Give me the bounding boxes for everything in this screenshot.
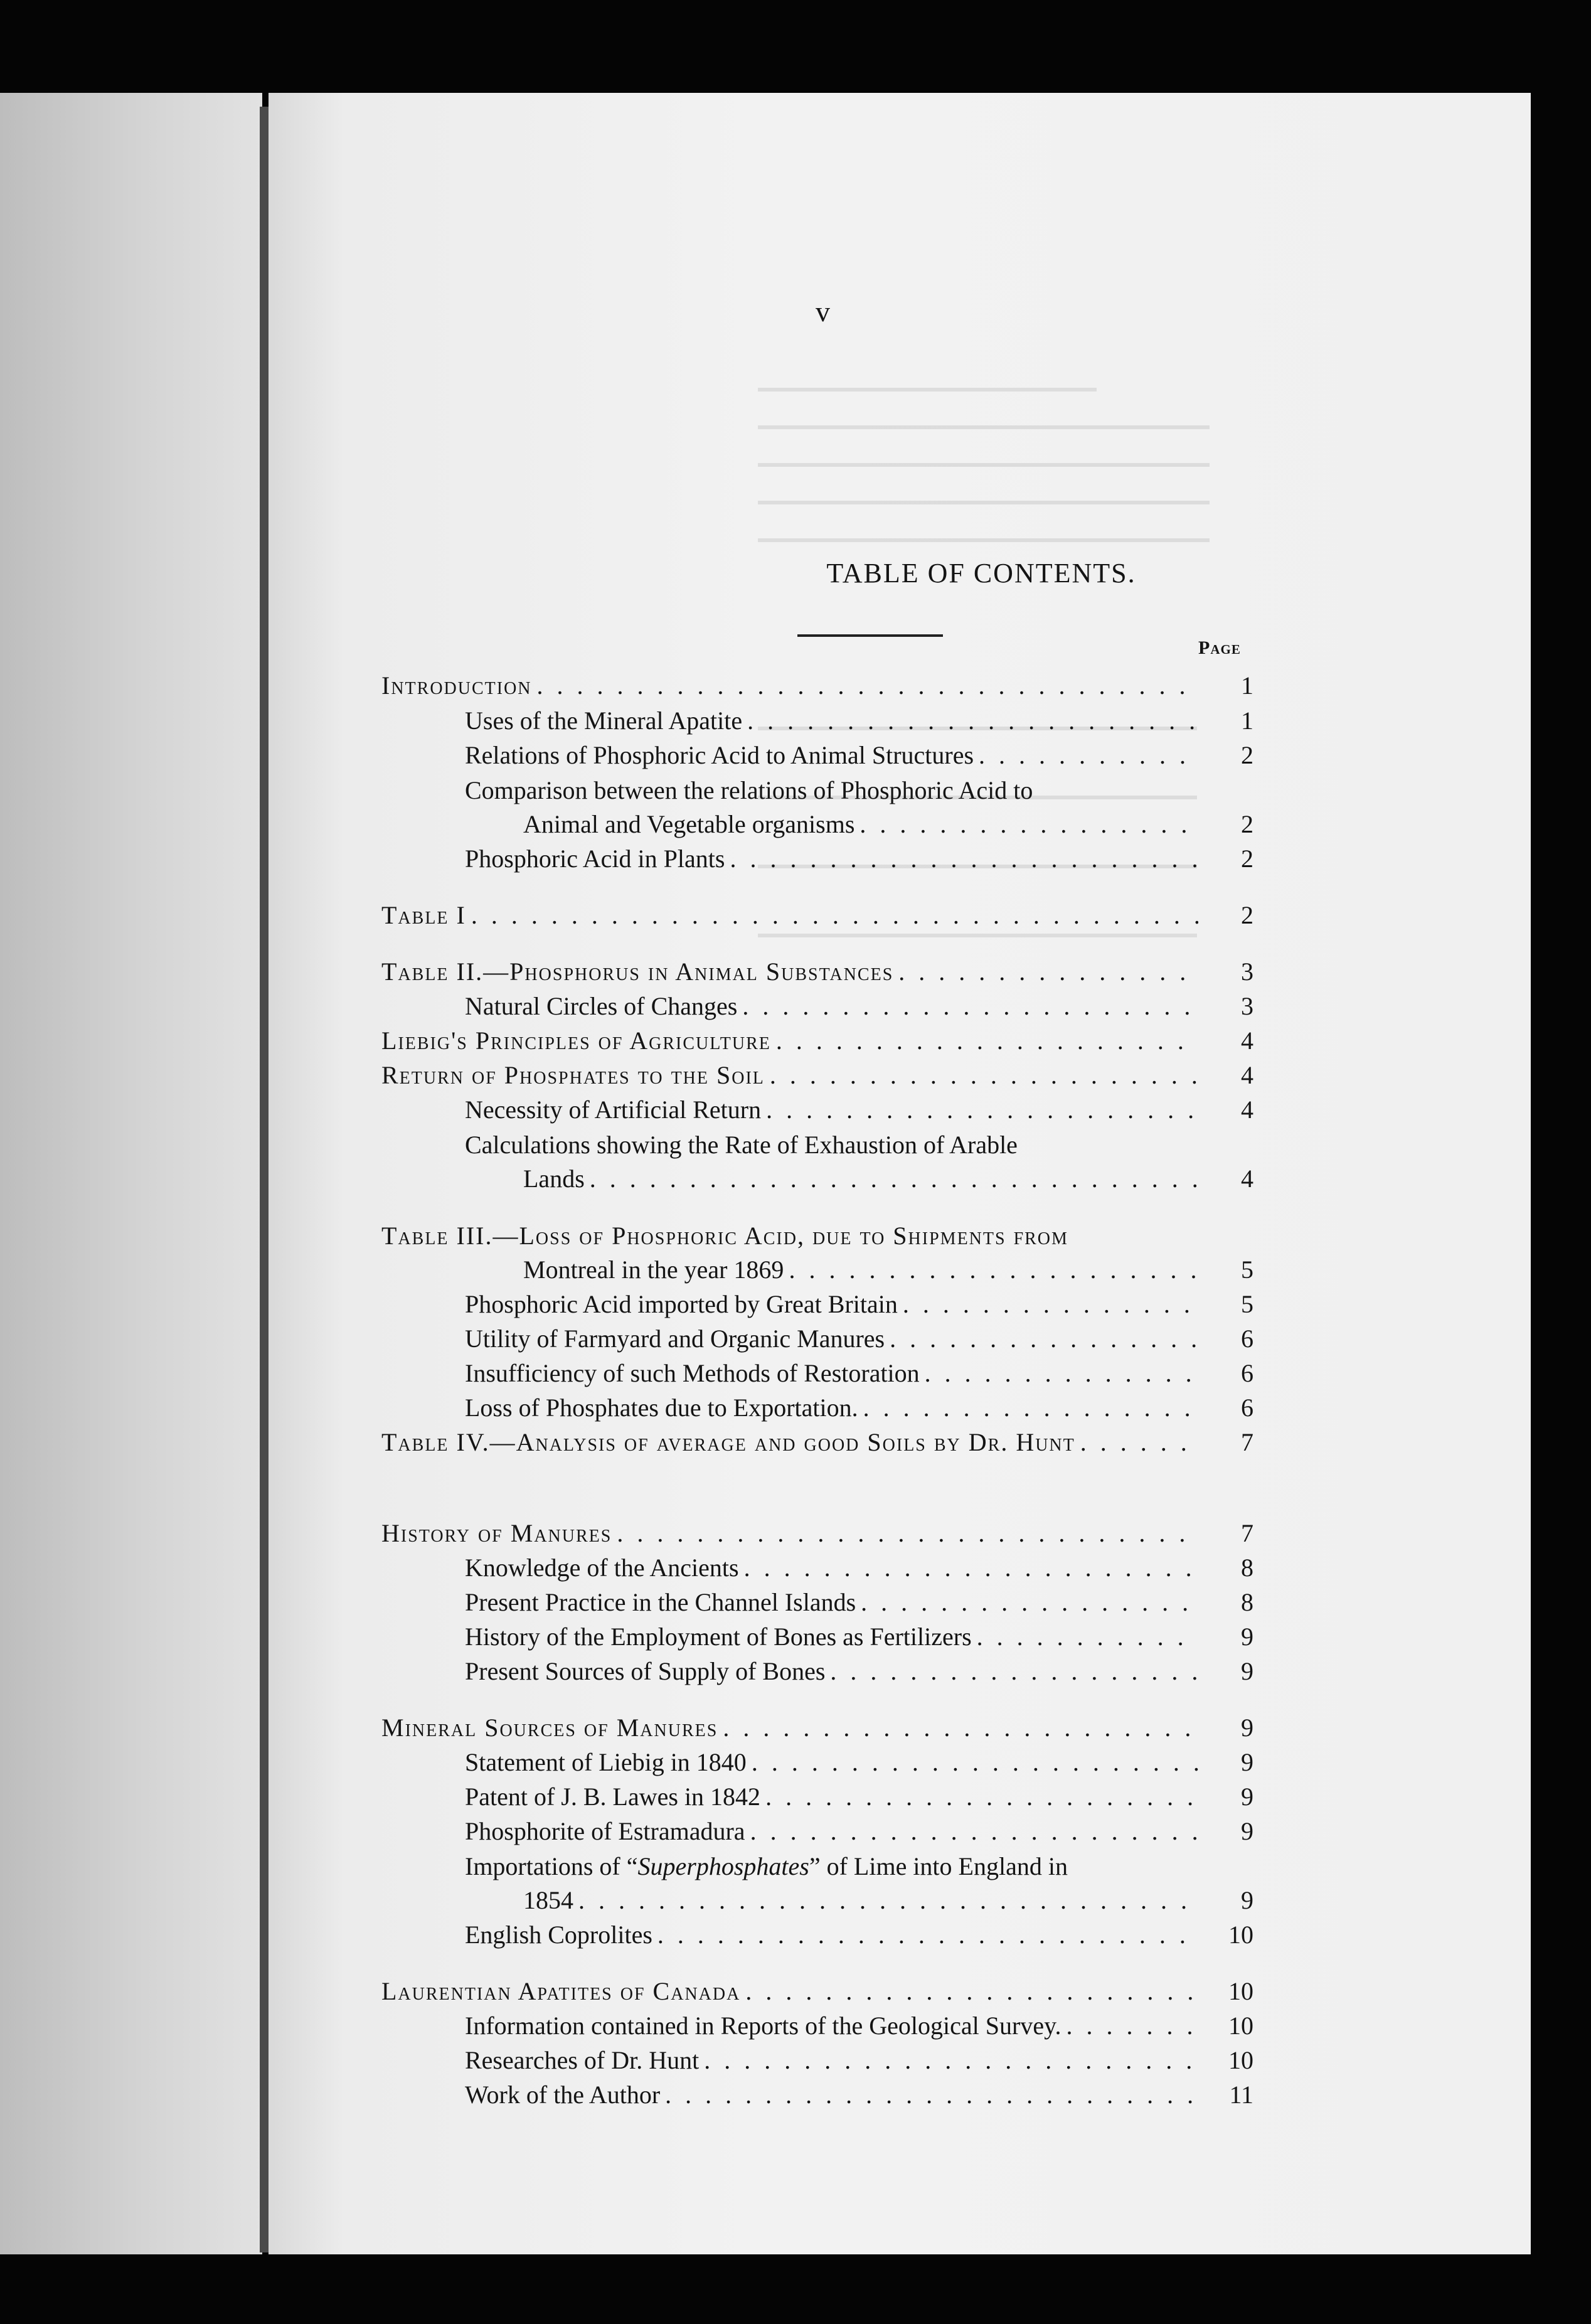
toc-entry: Work of the Author . . . 11 [381, 2081, 1253, 2109]
toc-entry: Researches of Dr. Hunt . . . 10 [381, 2046, 1253, 2075]
toc-entry: Present Practice in the Channel Islands . . . 8 [381, 1588, 1253, 1617]
toc-entry: Table IV.—Analysis of average and good Soils by Dr. Hunt . . . 7 [381, 1428, 1253, 1457]
toc-entry: Loss of Phosphates due to Exportation. . . . 6 [381, 1394, 1253, 1422]
toc-entry: Present Sources of Supply of Bones . . . 9 [381, 1657, 1253, 1686]
title-rule [797, 634, 943, 637]
toc-entry: Liebig's Principles of Agriculture . . . 4 [381, 1026, 1253, 1055]
toc-entry: Natural Circles of Changes . . . 3 [381, 992, 1253, 1021]
document-page [269, 93, 1531, 2254]
toc-entry: Insufficiency of such Methods of Restoration . . . 6 [381, 1359, 1253, 1388]
toc-entry: Montreal in the year 1869 . . . 5 [381, 1255, 1253, 1284]
toc-entry: Mineral Sources of Manures . . . 9 [381, 1714, 1253, 1742]
toc-entry: History of Manures . . . 7 [381, 1519, 1253, 1548]
toc-entry: Utility of Farmyard and Organic Manures . . . 6 [381, 1325, 1253, 1353]
toc-entry: Phosphoric Acid in Plants . . . 2 [381, 845, 1253, 873]
page-column-label: Page [1198, 637, 1241, 658]
toc-entry: Return of Phosphates to the Soil . . . 4 [381, 1061, 1253, 1090]
toc-entry: Phosphoric Acid imported by Great Britain . . . 5 [381, 1290, 1253, 1319]
toc-entry-line1: Comparison between the relations of Phosphoric Acid to [465, 776, 1033, 804]
toc-entry: Table I . . . 2 [381, 901, 1253, 930]
page-number: v [816, 296, 830, 328]
toc-entry: 1854 . . . 9 [381, 1886, 1253, 1915]
toc-entry: History of the Employment of Bones as Fertilizers . . . 9 [381, 1623, 1253, 1651]
previous-page [0, 93, 262, 2254]
toc-entry: Lands . . . 4 [381, 1165, 1253, 1193]
toc-entry: Necessity of Artificial Return . . . 4 [381, 1095, 1253, 1124]
book-spine [260, 107, 269, 2252]
toc-entry: Laurentian Apatites of Canada . . . 10 [381, 1977, 1253, 2006]
toc-entry: English Coprolites . . . 10 [381, 1921, 1253, 1949]
page-title: TABLE OF CONTENTS. [826, 558, 1136, 589]
toc-entry: Statement of Liebig in 1840 . . . 9 [381, 1748, 1253, 1777]
toc-entry: Uses of the Mineral Apatite . . . 1 [381, 706, 1253, 735]
toc-entry-line1: Importations of “Superphosphates” of Lime into England in [465, 1852, 1068, 1880]
toc-entry: Animal and Vegetable organisms . . . 2 [381, 810, 1253, 839]
toc-entry-line1: Calculations showing the Rate of Exhaustion of Arable [465, 1131, 1018, 1159]
toc-entry: Table II.—Phosphorus in Animal Substances . . . 3 [381, 957, 1253, 986]
toc-entry: Information contained in Reports of the Geological Survey. . . . 10 [381, 2012, 1253, 2040]
toc-entry: Patent of J. B. Lawes in 1842 . . . 9 [381, 1783, 1253, 1811]
toc-entry: Phosphorite of Estramadura . . . 9 [381, 1817, 1253, 1846]
toc-entry: Knowledge of the Ancients . . . 8 [381, 1554, 1253, 1582]
toc-entry-line1: Table III.—Loss of Phosphoric Acid, due to Shipments from [381, 1222, 1068, 1250]
toc-entry: Introduction . . . 1 [381, 671, 1253, 700]
toc-entry: Relations of Phosphoric Acid to Animal Structures . . . 2 [381, 741, 1253, 770]
